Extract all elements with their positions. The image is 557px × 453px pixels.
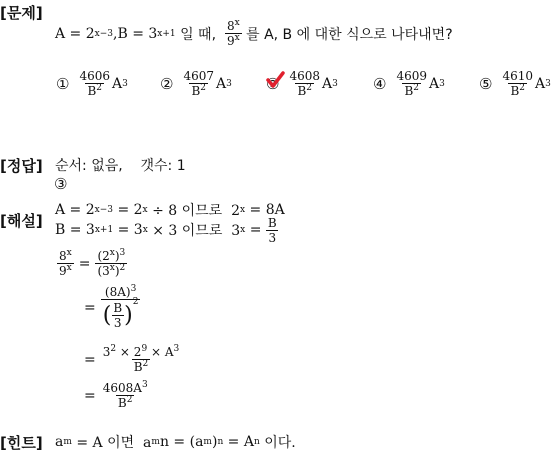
math-text: n = (a	[159, 434, 204, 450]
choice-1[interactable]: ① $\frac{4606}{B^2}$ A 3	[56, 69, 128, 98]
choice-number: ④	[373, 74, 387, 93]
exponent: x	[234, 33, 240, 43]
explanation-step-3	[79, 346, 181, 373]
exponent: x	[109, 248, 115, 258]
fraction-numerator: 4608	[289, 69, 320, 83]
equals-sign: =	[84, 351, 96, 368]
choice-number: ①	[56, 74, 70, 93]
math-text: )	[211, 434, 218, 450]
choice-number: ⑤	[479, 74, 493, 93]
exponent: 2	[519, 83, 525, 93]
fraction-numerator: 4610	[502, 69, 533, 83]
equals-sign: =	[78, 255, 91, 272]
problem-text: ,	[113, 25, 118, 42]
fraction: $(8A)^3$ ( $\frac{B}{3}$ ) 2	[102, 284, 139, 330]
hint-text: a m = A 이면 a m n = (a m ) n = A n 이다.	[55, 434, 296, 451]
fraction-denominator: 3	[268, 230, 277, 245]
answer-value: ③	[54, 175, 68, 193]
choice-tail: A	[216, 75, 227, 92]
math-text: = A 이면 a	[71, 435, 152, 451]
choice-fraction	[181, 70, 216, 97]
exponent: 2	[110, 344, 117, 354]
choice-fraction	[394, 70, 429, 97]
math-text: )	[114, 249, 120, 263]
fraction-numerator: 8	[226, 19, 235, 33]
exponent: 2	[96, 83, 102, 93]
fraction-denominator: B	[510, 84, 520, 98]
answer-label: [정답]	[0, 157, 43, 175]
fraction-denominator: 9	[226, 34, 235, 48]
exponent: 2	[306, 83, 312, 93]
fraction-numerator: B	[267, 215, 277, 230]
exponent: 2	[413, 83, 419, 93]
problem-text: A = 2	[55, 25, 95, 42]
problem-label: [문제]	[0, 4, 43, 22]
math-text: = 2	[113, 202, 143, 218]
fraction	[266, 217, 279, 244]
choice-tail: A	[429, 75, 440, 92]
math-text: = 3	[113, 222, 143, 238]
exponent: 2	[119, 263, 126, 273]
choice-tail: A	[112, 75, 123, 92]
problem-text: 일 때,	[175, 26, 225, 43]
explanation-line-2: B = 3 x+1 = 3 x × 3 이므로 3 x = $\frac{B}{3}$	[55, 215, 277, 245]
fraction-denominator: 9	[59, 264, 67, 278]
equals-sign: =	[84, 387, 96, 404]
choice-fraction	[287, 70, 322, 97]
explanation-label: [해설]	[0, 212, 43, 230]
fraction	[57, 250, 74, 277]
problem-text: B = 3	[117, 25, 158, 42]
hint-label: [힌트]	[0, 434, 43, 452]
choice-5[interactable]: ⑤ $\frac{4610}{B^2}$ A 3	[479, 69, 551, 98]
exponent: 3	[141, 380, 148, 390]
math-text: × 3 이므로 3	[147, 223, 241, 239]
answer-meta: 순서: 없음, 갯수: 1	[55, 158, 186, 174]
exponent: x	[66, 263, 72, 273]
choice-number: ②	[160, 74, 174, 93]
fraction	[101, 382, 150, 409]
exponent: 9	[141, 344, 148, 354]
choice-tail: A	[322, 75, 333, 92]
math-text: ÷ 8 이므로 2	[147, 203, 240, 219]
explanation-step-4	[79, 382, 150, 409]
math-text: )	[114, 264, 120, 278]
explanation-step-1	[57, 250, 127, 277]
fraction	[101, 346, 182, 373]
math-text: B = 3	[55, 222, 95, 238]
math-text: 이다.	[259, 435, 296, 451]
math-text: A = 2	[55, 202, 95, 218]
fraction-numerator: 4608A	[102, 381, 142, 395]
math-text: (3	[97, 264, 110, 278]
fraction-denominator: 3	[113, 316, 122, 330]
exponent: 3	[119, 248, 126, 258]
problem-fraction	[225, 20, 242, 47]
fraction-numerator: B	[113, 301, 123, 315]
fraction-numerator: 4607	[183, 69, 214, 83]
fraction-denominator: B	[87, 84, 97, 98]
exponent: x	[66, 248, 72, 258]
choice-number-wrap	[266, 75, 279, 93]
choice-2[interactable]: ② $\frac{4607}{B^2}$ A 3	[160, 69, 232, 98]
choice-3[interactable]: ③ $\frac{4608}{B^2}$ A 3	[266, 69, 338, 98]
choice-tail: A	[535, 75, 546, 92]
fraction-denominator: B	[117, 396, 127, 410]
math-text: = A	[223, 434, 254, 450]
math-text: =	[245, 222, 266, 238]
paren: (	[102, 302, 112, 328]
exponent: x	[109, 263, 115, 273]
math-text: × A	[147, 345, 174, 359]
fraction-numerator: 4609	[396, 69, 427, 83]
problem-text: 를 A, B 에 대한 식으로 나타내면?	[241, 26, 453, 43]
fraction	[95, 250, 127, 277]
math-text: = 8A	[245, 202, 285, 218]
exponent: 3	[173, 344, 180, 354]
choice-number: ③	[266, 74, 280, 93]
fraction-denominator: B	[297, 84, 307, 98]
exponent: 2	[126, 395, 133, 405]
problem-statement: A = 2 x−3 , B = 3 x+1 일 때, $\frac{8^x}{9^x}$ 를 A, B 에 대한 식으로 나타내면?	[55, 18, 453, 48]
equals-sign: =	[84, 299, 96, 316]
paren: )	[124, 302, 133, 328]
exponent: 2	[142, 359, 149, 369]
exponent: x	[234, 18, 240, 28]
explanation-step-2	[79, 286, 140, 329]
fraction-denominator: B	[191, 84, 201, 98]
fraction-numerator: (8A)	[104, 285, 131, 299]
fraction-denominator: B	[133, 360, 143, 374]
fraction-numerator: 4606	[79, 69, 110, 83]
fraction-numerator: 8	[59, 249, 67, 263]
fraction	[111, 302, 124, 329]
math-text: (2	[97, 249, 110, 263]
explanation-line-1: A = 2 x−3 = 2 x ÷ 8 이므로 2 x = 8A	[55, 202, 285, 219]
math-text: × 2	[116, 345, 142, 359]
math-text: 3	[102, 345, 111, 359]
exponent: 3	[130, 284, 137, 294]
choice-fraction	[77, 70, 112, 97]
choice-fraction	[500, 70, 535, 97]
choice-4[interactable]: ④ $\frac{4609}{B^2}$ A 3	[373, 69, 445, 98]
fraction-denominator: B	[404, 84, 414, 98]
math-text: a	[55, 434, 64, 450]
exponent: 2	[200, 83, 206, 93]
check-mark-icon	[265, 70, 285, 90]
